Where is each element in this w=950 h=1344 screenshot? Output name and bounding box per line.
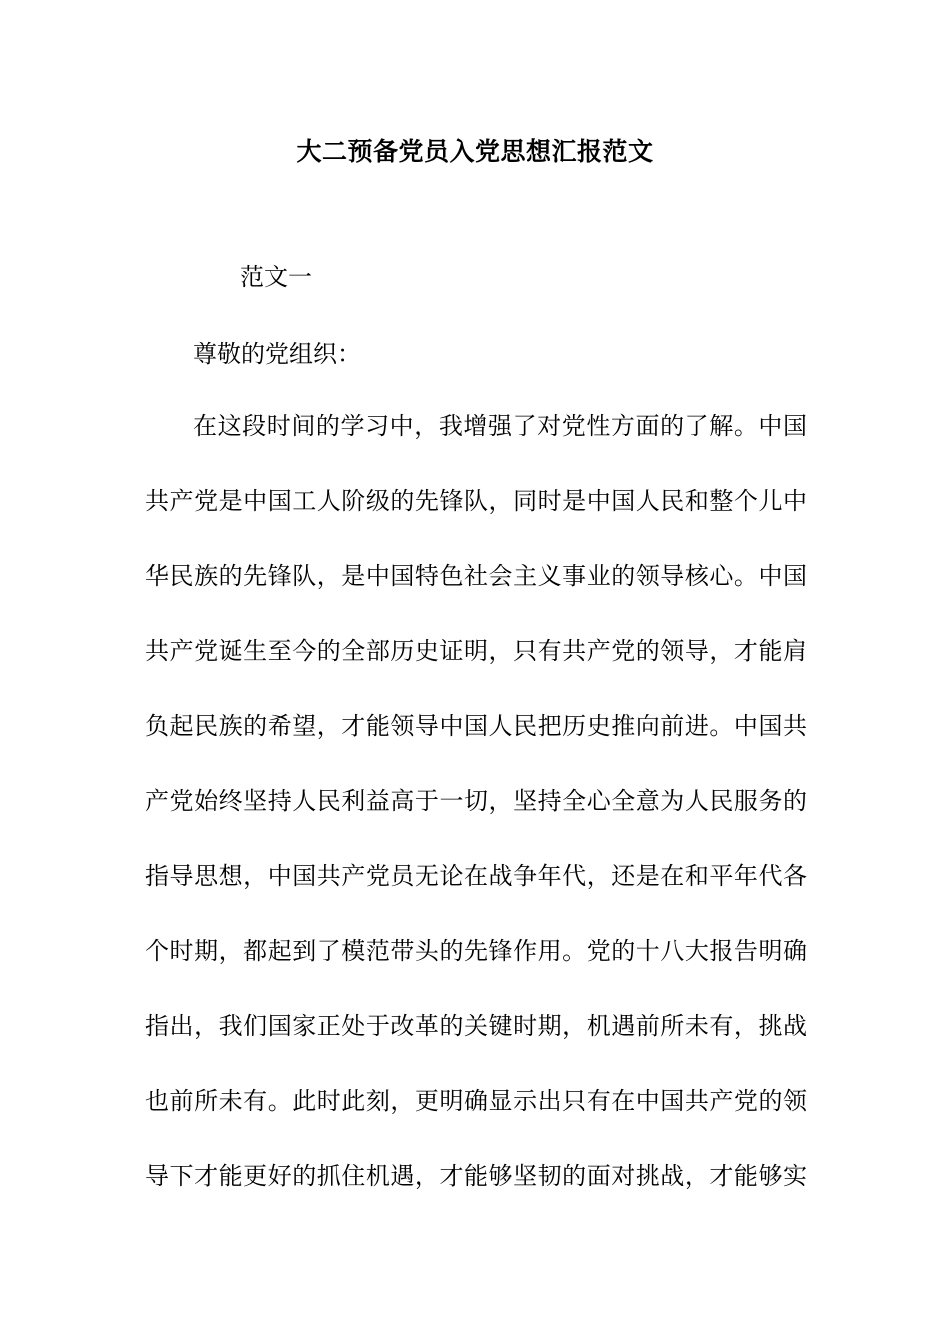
body-line: 指出，我们国家正处于改革的关键时期，机遇前所未有，挑战 <box>145 1012 807 1040</box>
body-line: 负起民族的希望，才能领导中国人民把历史推向前进。中国共 <box>145 712 807 740</box>
body-line: 共产党诞生至今的全部历史证明，只有共产党的领导，才能肩 <box>145 637 807 665</box>
body-line: 在这段时间的学习中，我增强了对党性方面的了解。中国 <box>193 412 807 440</box>
body-line: 导下才能更好的抓住机遇，才能够坚韧的面对挑战，才能够实 <box>145 1162 807 1190</box>
body-line: 产党始终坚持人民利益高于一切，坚持全心全意为人民服务的 <box>145 787 807 815</box>
body-line: 个时期，都起到了模范带头的先锋作用。党的十八大报告明确 <box>145 937 807 965</box>
document-title: 大二预备党员入党思想汇报范文 <box>296 137 654 166</box>
body-line: 共产党是中国工人阶级的先锋队，同时是中国人民和整个儿中 <box>145 487 807 515</box>
subheading: 范文一 <box>240 263 312 291</box>
body-line: 指导思想，中国共产党员无论在战争年代，还是在和平年代各 <box>145 862 807 890</box>
body-line: 也前所未有。此时此刻，更明确显示出只有在中国共产党的领 <box>145 1087 807 1115</box>
salutation: 尊敬的党组织： <box>193 340 361 368</box>
body-line: 华民族的先锋队，是中国特色社会主义事业的领导核心。中国 <box>145 562 807 590</box>
